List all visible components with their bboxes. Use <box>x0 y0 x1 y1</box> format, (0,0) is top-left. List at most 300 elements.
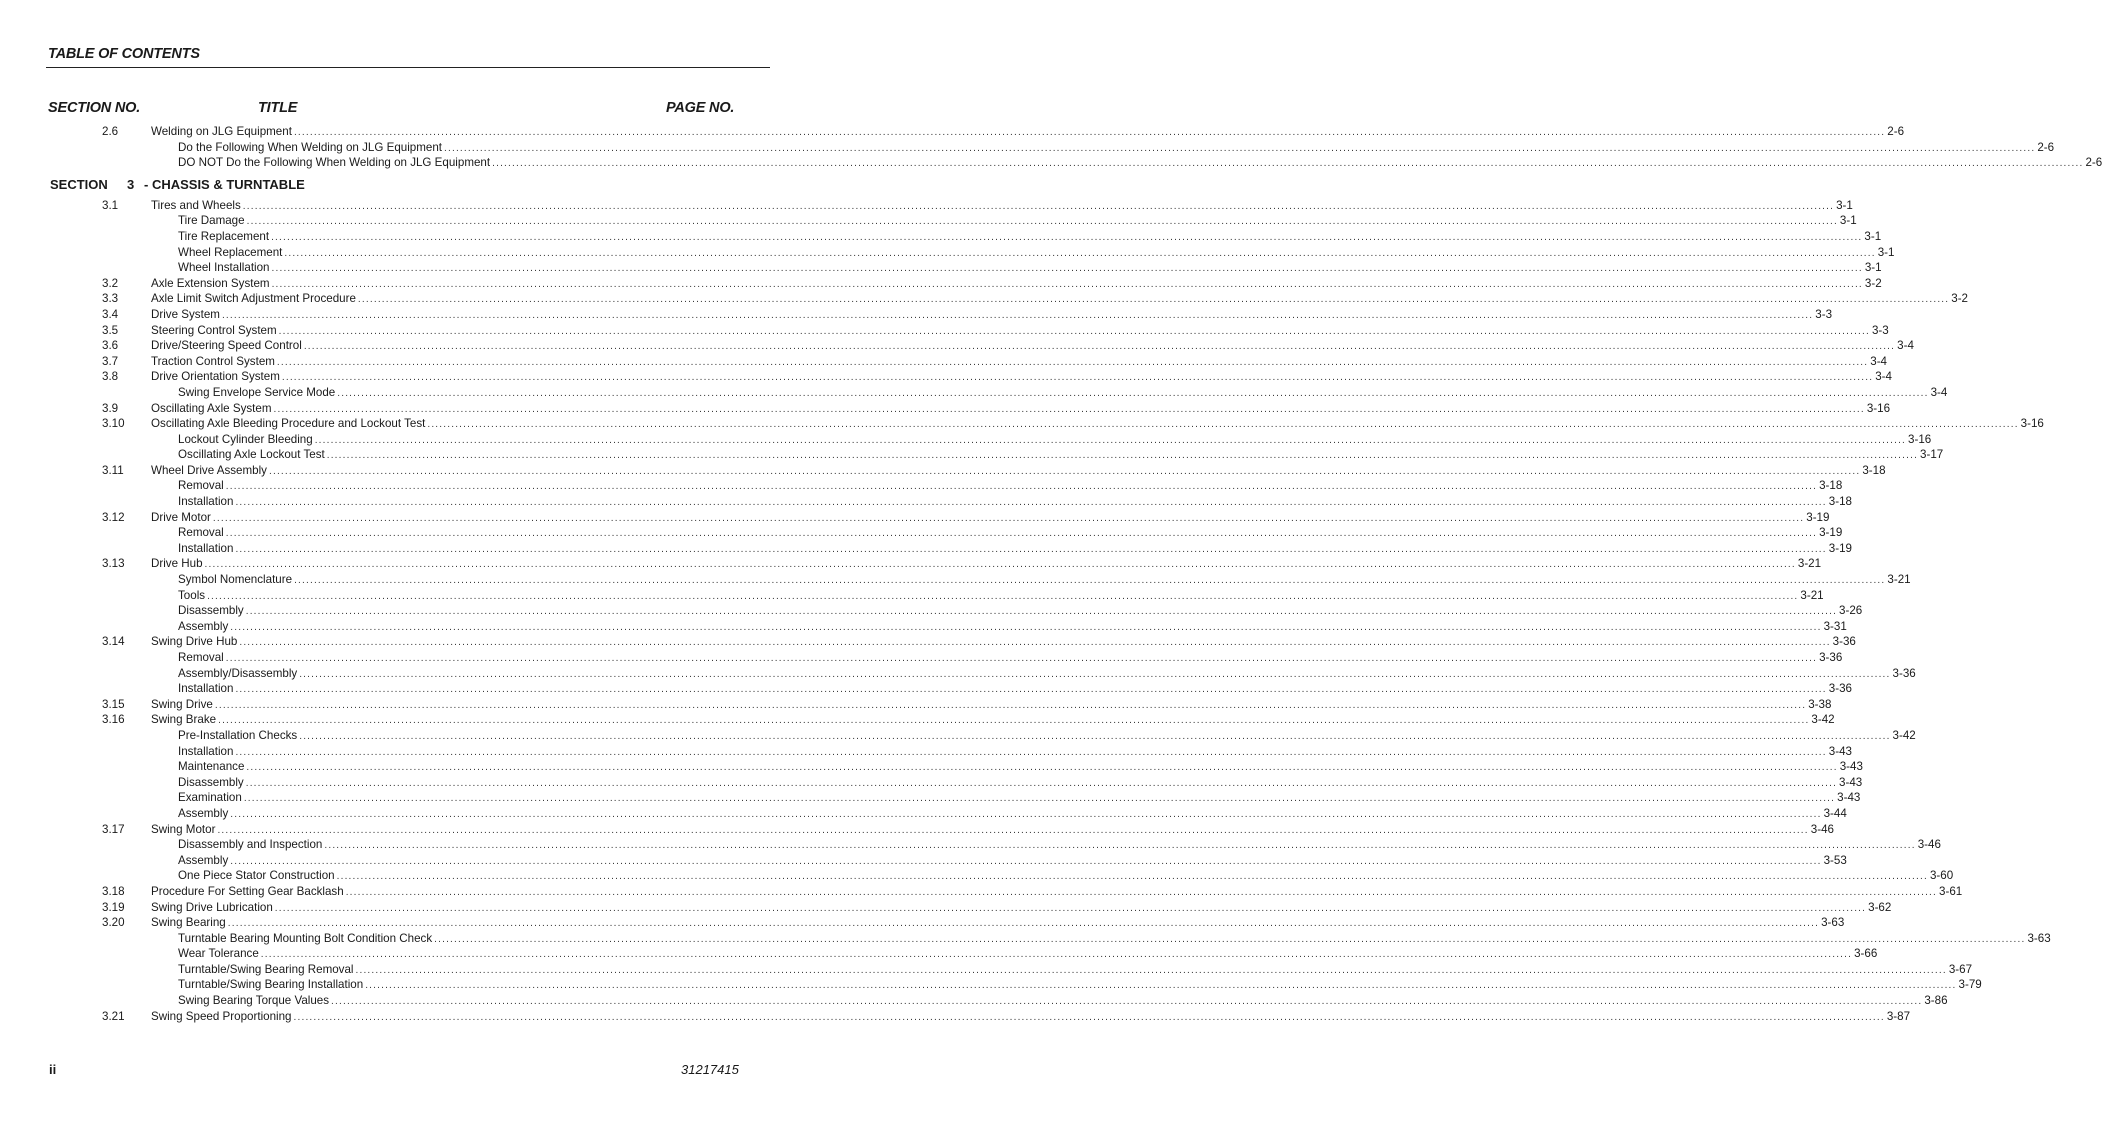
toc-entry <box>0 401 1891 417</box>
entry-line <box>151 900 1892 916</box>
dot-leader: ................................................................................................................................................................................................................................................................................................................................................................................................................ <box>337 387 1929 399</box>
toc-subentry <box>0 650 1843 666</box>
toc-subentry <box>0 229 1882 245</box>
toc-subentry <box>0 260 1882 276</box>
entry-page-number: 3-21 <box>1887 573 1911 587</box>
dot-leader: ................................................................................................................................................................................................................................................................................................................................................................................................................ <box>217 824 1809 836</box>
entry-title: Assembly/Disassembly <box>178 666 298 680</box>
dot-leader: ................................................................................................................................................................................................................................................................................................................................................................................................................ <box>235 543 1827 555</box>
entry-line <box>178 572 1911 588</box>
dot-leader: ................................................................................................................................................................................................................................................................................................................................................................................................................ <box>246 762 1838 774</box>
entry-title: Symbol Nomenclature <box>178 573 293 587</box>
entry-page-number: 3-26 <box>1839 604 1863 618</box>
toc-entry <box>0 354 1888 370</box>
dot-leader: ................................................................................................................................................................................................................................................................................................................................................................................................................ <box>278 325 1870 337</box>
entry-line <box>178 666 1916 682</box>
entry-page-number: 3-79 <box>1958 978 1982 992</box>
dot-leader: ................................................................................................................................................................................................................................................................................................................................................................................................................ <box>230 855 1822 867</box>
dot-leader: ................................................................................................................................................................................................................................................................................................................................................................................................................ <box>245 777 1838 789</box>
toc-subentry <box>0 962 1973 978</box>
entry-line <box>178 868 1954 884</box>
entry-page-number: 3-36 <box>1819 651 1843 664</box>
section-number: 3 <box>127 176 135 192</box>
entry-line <box>151 291 1969 307</box>
toc-subentry <box>0 853 1847 869</box>
entry-page-number: 3-21 <box>1800 588 1824 602</box>
dot-leader: ................................................................................................................................................................................................................................................................................................................................................................................................................ <box>324 840 1916 852</box>
toc-subentry <box>0 806 1847 822</box>
entry-title: Installation <box>178 541 234 555</box>
dot-leader: ................................................................................................................................................................................................................................................................................................................................................................................................................ <box>492 158 2084 170</box>
entry-number: 3.13 <box>102 557 125 571</box>
entry-title: Removal <box>178 479 224 493</box>
dot-leader: ................................................................................................................................................................................................................................................................................................................................................................................................................ <box>230 808 1822 820</box>
dot-leader: ................................................................................................................................................................................................................................................................................................................................................................................................................ <box>230 621 1822 633</box>
section-heading <box>0 175 866 198</box>
dot-leader: ................................................................................................................................................................................................................................................................................................................................................................................................................ <box>225 528 1818 540</box>
toc-subentry <box>0 494 1852 510</box>
entry-title: Tire Damage <box>178 214 245 228</box>
dot-leader: ................................................................................................................................................................................................................................................................................................................................................................................................................ <box>245 606 1838 618</box>
dot-leader: ................................................................................................................................................................................................................................................................................................................................................................................................................ <box>214 699 1807 711</box>
page-header-title: TABLE OF CONTENTS <box>48 46 200 62</box>
toc-entry <box>0 124 1905 140</box>
entry-number: 3.17 <box>102 822 125 836</box>
toc-entry <box>0 307 1833 323</box>
entry-line <box>151 1009 1911 1025</box>
entry-line <box>151 369 1892 385</box>
entry-page-number: 3-43 <box>1828 744 1852 758</box>
entry-page-number: 3-18 <box>1828 495 1852 509</box>
entry-number: 3.19 <box>102 900 125 914</box>
footer-doc-number: 31217415 <box>681 1062 739 1077</box>
entry-title: One Piece Stator Construction <box>178 869 335 883</box>
entry-page-number: 3-36 <box>1832 635 1856 649</box>
entry-title: Swing Drive Hub <box>151 635 238 649</box>
entry-number: 3.7 <box>102 354 119 368</box>
entry-title: Swing Drive <box>151 697 213 711</box>
entry-page-number: 3-18 <box>1862 463 1886 477</box>
entry-number: 3.8 <box>102 370 119 384</box>
toc-subentry <box>0 572 1911 588</box>
toc-entry <box>0 338 1914 354</box>
toc-subentry <box>0 775 1863 791</box>
entry-title: Drive Hub <box>151 557 203 571</box>
toc-subentry <box>0 525 1843 541</box>
entry-number: 3.10 <box>102 417 125 431</box>
entry-page-number: 3-87 <box>1886 1009 1911 1023</box>
entry-page-number: 3-18 <box>1819 479 1843 493</box>
entry-page-number: 3-66 <box>1854 947 1878 961</box>
entry-line <box>178 155 2102 171</box>
entry-title: Removal <box>178 526 224 540</box>
column-header-title: TITLE <box>258 100 298 116</box>
header-rule <box>46 67 770 68</box>
entry-title: Turntable Bearing Mounting Bolt Condition Check <box>178 931 433 945</box>
entry-title: Oscillating Axle Lockout Test <box>178 448 325 462</box>
entry-line <box>151 338 1914 354</box>
dot-leader: ................................................................................................................................................................................................................................................................................................................................................................................................................ <box>331 996 1923 1008</box>
entry-title: Installation <box>178 744 234 758</box>
entry-page-number: 3-61 <box>1939 884 1963 898</box>
toc-subentry <box>0 744 1852 760</box>
entry-page-number: 3-16 <box>1908 432 1932 446</box>
entry-number: 3.15 <box>102 697 125 711</box>
entry-line <box>178 806 1847 822</box>
entry-number: 3.14 <box>102 635 125 649</box>
entry-number: 3.9 <box>102 401 119 415</box>
entry-page-number: 3-62 <box>1868 900 1892 914</box>
entry-title: Drive System <box>151 307 220 321</box>
dot-leader: ................................................................................................................................................................................................................................................................................................................................................................................................................ <box>207 590 1799 602</box>
entry-line <box>178 790 1861 806</box>
entry-line <box>178 603 1863 619</box>
entry-line <box>151 307 1833 323</box>
toc-subentry <box>0 619 1847 635</box>
entry-title: Tools <box>178 588 206 602</box>
dot-leader: ................................................................................................................................................................................................................................................................................................................................................................................................................ <box>444 142 2036 154</box>
entry-line <box>178 744 1852 760</box>
entry-title: Oscillating Axle System <box>151 401 272 415</box>
toc-entry <box>0 198 1853 214</box>
entry-title: Swing Envelope Service Mode <box>178 385 336 399</box>
entry-line <box>151 463 1886 479</box>
entry-page-number: 3-1 <box>1864 261 1882 275</box>
footer-page-label: ii <box>49 1062 57 1077</box>
entry-line <box>151 276 1882 292</box>
toc-subentry <box>0 140 2055 156</box>
entry-title: Steering Control System <box>151 323 277 337</box>
toc-subentry <box>0 837 1941 853</box>
entry-title: Removal <box>178 651 224 664</box>
section-title: - CHASSIS & TURNTABLE <box>144 176 305 192</box>
entry-title: Wheel Replacement <box>178 245 283 259</box>
entry-line <box>178 962 1973 978</box>
entry-line <box>178 837 1941 853</box>
entry-page-number: 2-6 <box>2085 156 2102 170</box>
entry-number: 2.6 <box>102 125 119 138</box>
entry-page-number: 3-2 <box>1864 276 1882 290</box>
entry-page-number: 3-19 <box>1819 526 1843 540</box>
entry-title: Installation <box>178 682 234 696</box>
dot-leader: ................................................................................................................................................................................................................................................................................................................................................................................................................ <box>274 902 1867 914</box>
entry-number: 3.4 <box>102 307 119 321</box>
toc-entries-section-3 <box>0 198 2051 1024</box>
toc-subentry <box>0 868 1954 884</box>
entry-line <box>178 478 1843 494</box>
dot-leader: ................................................................................................................................................................................................................................................................................................................................................................................................................ <box>303 341 1896 353</box>
entry-title: Procedure For Setting Gear Backlash <box>151 884 344 898</box>
entry-page-number: 3-63 <box>1821 916 1845 930</box>
entry-number: 3.2 <box>102 276 119 290</box>
dot-leader: ................................................................................................................................................................................................................................................................................................................................................................................................................ <box>235 497 1827 509</box>
entry-title: Tire Replacement <box>178 229 270 243</box>
entry-title: Axle Extension System <box>151 276 270 290</box>
toc-entry <box>0 369 1892 385</box>
entry-page-number: 3-46 <box>1810 822 1834 836</box>
dot-leader: ................................................................................................................................................................................................................................................................................................................................................................................................................ <box>242 200 1835 212</box>
entry-page-number: 3-19 <box>1806 510 1830 524</box>
toc-entry <box>0 276 1882 292</box>
entry-title: Assembly <box>178 853 229 867</box>
dot-leader: ................................................................................................................................................................................................................................................................................................................................................................................................................ <box>271 231 1863 243</box>
dot-leader: ................................................................................................................................................................................................................................................................................................................................................................................................................ <box>434 933 2026 945</box>
dot-leader: ................................................................................................................................................................................................................................................................................................................................................................................................................ <box>293 127 1886 138</box>
toc-entry <box>0 822 1834 838</box>
toc-subentry <box>0 432 1932 448</box>
entry-page-number: 3-46 <box>1917 838 1941 852</box>
entry-title: Turntable/Swing Bearing Removal <box>178 962 354 976</box>
entry-line <box>178 853 1847 869</box>
entry-page-number: 3-3 <box>1871 323 1889 337</box>
entry-page-number: 3-63 <box>2027 931 2051 945</box>
dot-leader: ................................................................................................................................................................................................................................................................................................................................................................................................................ <box>355 964 1947 976</box>
entry-title: Swing Motor <box>151 822 216 836</box>
entry-page-number: 3-60 <box>1929 869 1954 883</box>
entry-page-number: 3-16 <box>1866 401 1891 415</box>
toc-subentry <box>0 478 1843 494</box>
toc-subentry <box>0 155 2102 171</box>
toc-subentry <box>0 993 1948 1009</box>
dot-leader: ................................................................................................................................................................................................................................................................................................................................................................................................................ <box>271 263 1863 275</box>
entry-page-number: 3-4 <box>1930 385 1948 399</box>
entry-page-number: 3-86 <box>1924 994 1948 1008</box>
entry-title: Maintenance <box>178 760 245 774</box>
dot-leader: ................................................................................................................................................................................................................................................................................................................................................................................................................ <box>239 637 1831 649</box>
toc-entry <box>0 884 1963 900</box>
toc-subentry <box>0 447 1944 463</box>
toc-subentry <box>0 588 1824 604</box>
toc-entry <box>0 634 1856 650</box>
dot-leader: ................................................................................................................................................................................................................................................................................................................................................................................................................ <box>299 730 1891 742</box>
entry-number: 3.16 <box>102 713 125 727</box>
entry-line <box>151 884 1963 900</box>
toc-entry <box>0 556 1822 572</box>
entry-title: Disassembly <box>178 604 244 618</box>
entry-line <box>178 619 1847 635</box>
entry-title: Oscillating Axle Bleeding Procedure and Lockout Test <box>151 417 426 431</box>
dot-leader: ................................................................................................................................................................................................................................................................................................................................................................................................................ <box>271 278 1863 290</box>
toc-entry <box>0 900 1892 916</box>
entry-line <box>178 650 1843 666</box>
entry-page-number: 3-53 <box>1823 853 1847 867</box>
entry-line <box>151 822 1834 838</box>
entry-title: Wheel Installation <box>178 261 270 275</box>
toc-subentry <box>0 977 1982 993</box>
toc-subentry <box>0 541 1852 557</box>
toc-entries-section-2 <box>0 124 2102 171</box>
toc-subentry <box>0 213 1857 229</box>
toc-entry <box>0 712 1835 728</box>
entry-line <box>151 401 1891 417</box>
dot-leader: ................................................................................................................................................................................................................................................................................................................................................................................................................ <box>212 512 1805 524</box>
dot-leader: ................................................................................................................................................................................................................................................................................................................................................................................................................ <box>227 918 1820 930</box>
toc-entry <box>0 323 1889 339</box>
entry-title: Wheel Drive Assembly <box>151 463 267 477</box>
entry-title: Traction Control System <box>151 354 275 368</box>
toc-entry <box>0 416 2044 432</box>
entry-line <box>178 759 1863 775</box>
entry-page-number: 3-4 <box>1870 354 1888 368</box>
dot-leader: ................................................................................................................................................................................................................................................................................................................................................................................................................ <box>218 715 1810 727</box>
entry-line <box>151 915 1845 931</box>
dot-leader: ................................................................................................................................................................................................................................................................................................................................................................................................................ <box>225 653 1818 664</box>
entry-line <box>178 432 1932 448</box>
entry-line <box>151 124 1905 140</box>
dot-leader: ................................................................................................................................................................................................................................................................................................................................................................................................................ <box>314 434 1907 446</box>
entry-number: 3.11 <box>102 463 124 477</box>
dot-leader: ................................................................................................................................................................................................................................................................................................................................................................................................................ <box>246 216 1838 228</box>
entry-line <box>178 775 1863 791</box>
section-word: SECTION <box>50 176 108 192</box>
entry-page-number: 2-6 <box>2037 140 2055 154</box>
dot-leader: ................................................................................................................................................................................................................................................................................................................................................................................................................ <box>336 871 1928 883</box>
toc-subentry <box>0 931 2051 947</box>
entry-title: DO NOT Do the Following When Welding on JLG Equipment <box>178 156 491 170</box>
entry-page-number: 3-67 <box>1948 962 1973 976</box>
dot-leader: ................................................................................................................................................................................................................................................................................................................................................................................................................ <box>225 481 1818 493</box>
toc-entry <box>0 510 1830 526</box>
toc-subentry <box>0 728 1916 744</box>
toc-entry <box>0 291 1969 307</box>
entry-number: 3.12 <box>102 510 125 524</box>
entry-line <box>151 323 1889 339</box>
toc-subentry <box>0 385 1948 401</box>
entry-line <box>151 697 1832 713</box>
dot-leader: ................................................................................................................................................................................................................................................................................................................................................................................................................ <box>299 668 1891 680</box>
toc-subentry <box>0 790 1861 806</box>
toc-subentry <box>0 946 1878 962</box>
entry-line <box>178 229 1882 245</box>
entry-page-number: 3-44 <box>1823 806 1847 820</box>
entry-page-number: 3-42 <box>1811 713 1835 727</box>
entry-number: 3.18 <box>102 884 125 898</box>
entry-title: Assembly <box>178 619 229 633</box>
entry-number: 3.6 <box>102 339 119 353</box>
toc-subentry <box>0 666 1916 682</box>
column-header-section-no: SECTION NO. <box>48 100 141 116</box>
entry-page-number: 3-1 <box>1877 245 1895 259</box>
entry-line <box>178 385 1948 401</box>
entry-line <box>178 931 2051 947</box>
entry-title: Swing Drive Lubrication <box>151 900 273 914</box>
dot-leader: ................................................................................................................................................................................................................................................................................................................................................................................................................ <box>365 980 1957 992</box>
entry-page-number: 3-3 <box>1815 307 1833 321</box>
entry-title: Swing Brake <box>151 713 217 727</box>
entry-page-number: 3-1 <box>1836 198 1853 212</box>
column-header-page-no: PAGE NO. <box>666 100 735 116</box>
entry-line <box>151 510 1830 526</box>
entry-line <box>151 354 1888 370</box>
entry-title: Disassembly <box>178 775 244 789</box>
entry-page-number: 3-2 <box>1951 292 1969 306</box>
entry-title: Disassembly and Inspection <box>178 838 323 852</box>
entry-number: 3.21 <box>102 1009 125 1023</box>
entry-page-number: 2-6 <box>1887 125 1905 138</box>
entry-title: Wear Tolerance <box>178 947 259 961</box>
entry-title: Assembly <box>178 806 229 820</box>
entry-line <box>178 494 1852 510</box>
dot-leader: ................................................................................................................................................................................................................................................................................................................................................................................................................ <box>221 309 1814 321</box>
entry-page-number: 3-21 <box>1797 557 1822 571</box>
entry-number: 3.1 <box>102 198 119 212</box>
entry-line <box>178 260 1882 276</box>
entry-line <box>178 447 1944 463</box>
entry-line <box>178 993 1948 1009</box>
entry-page-number: 3-43 <box>1839 775 1863 789</box>
entry-title: Swing Bearing Torque Values <box>178 994 330 1008</box>
toc-entry <box>0 697 1832 713</box>
entry-line <box>178 681 1852 697</box>
dot-leader: ................................................................................................................................................................................................................................................................................................................................................................................................................ <box>293 1011 1885 1023</box>
entry-line <box>151 634 1856 650</box>
entry-page-number: 3-19 <box>1828 541 1852 555</box>
entry-line <box>178 728 1916 744</box>
dot-leader: ................................................................................................................................................................................................................................................................................................................................................................................................................ <box>427 419 2019 431</box>
table-of-contents <box>0 124 2102 1024</box>
dot-leader: ................................................................................................................................................................................................................................................................................................................................................................................................................ <box>204 559 1796 571</box>
entry-title: Swing Bearing <box>151 916 226 930</box>
dot-leader: ................................................................................................................................................................................................................................................................................................................................................................................................................ <box>268 465 1861 477</box>
entry-page-number: 3-4 <box>1875 370 1892 384</box>
entry-line <box>178 213 1857 229</box>
dot-leader: ................................................................................................................................................................................................................................................................................................................................................................................................................ <box>276 356 1869 368</box>
entry-page-number: 3-36 <box>1828 682 1852 696</box>
entry-line <box>178 541 1852 557</box>
toc-subentry <box>0 245 1895 261</box>
entry-page-number: 3-43 <box>1837 791 1861 805</box>
toc-entry <box>0 915 1845 931</box>
dot-leader: ................................................................................................................................................................................................................................................................................................................................................................................................................ <box>284 247 1876 259</box>
entry-line <box>151 712 1835 728</box>
entry-title: Do the Following When Welding on JLG Equipment <box>178 140 443 154</box>
entry-line <box>151 556 1822 572</box>
entry-title: Tires and Wheels <box>151 198 241 212</box>
entry-title: Axle Limit Switch Adjustment Procedure <box>151 292 356 306</box>
entry-title: Drive Motor <box>151 510 211 524</box>
entry-title: Pre-Installation Checks <box>178 728 298 742</box>
entry-title: Installation <box>178 495 234 509</box>
entry-title: Welding on JLG Equipment <box>151 125 292 138</box>
entry-title: Drive Orientation System <box>151 370 280 384</box>
entry-title: Swing Speed Proportioning <box>151 1009 292 1023</box>
entry-number: 3.3 <box>102 292 119 306</box>
toc-subentry <box>0 681 1852 697</box>
entry-number: 3.5 <box>102 323 119 337</box>
entry-line <box>178 977 1982 993</box>
dot-leader: ................................................................................................................................................................................................................................................................................................................................................................................................................ <box>345 886 1938 898</box>
entry-page-number: 3-36 <box>1892 666 1916 680</box>
entry-page-number: 3-1 <box>1864 229 1882 243</box>
toc-subentry <box>0 603 1863 619</box>
toc-subentry <box>0 759 1863 775</box>
dot-leader: ................................................................................................................................................................................................................................................................................................................................................................................................................ <box>260 949 1853 961</box>
entry-title: Examination <box>178 791 242 805</box>
entry-title: Drive/Steering Speed Control <box>151 339 302 353</box>
dot-leader: ................................................................................................................................................................................................................................................................................................................................................................................................................ <box>357 294 1950 306</box>
dot-leader: ................................................................................................................................................................................................................................................................................................................................................................................................................ <box>235 684 1827 696</box>
entry-page-number: 3-16 <box>2020 417 2044 431</box>
entry-line <box>178 525 1843 541</box>
dot-leader: ................................................................................................................................................................................................................................................................................................................................................................................................................ <box>243 793 1836 805</box>
dot-leader: ................................................................................................................................................................................................................................................................................................................................................................................................................ <box>273 403 1865 415</box>
toc-entry <box>0 1009 1911 1025</box>
entry-page-number: 3-42 <box>1892 728 1916 742</box>
dot-leader: ................................................................................................................................................................................................................................................................................................................................................................................................................ <box>281 372 1874 384</box>
entry-line <box>178 946 1878 962</box>
dot-leader: ................................................................................................................................................................................................................................................................................................................................................................................................................ <box>326 450 1919 462</box>
entry-page-number: 3-43 <box>1839 760 1863 774</box>
